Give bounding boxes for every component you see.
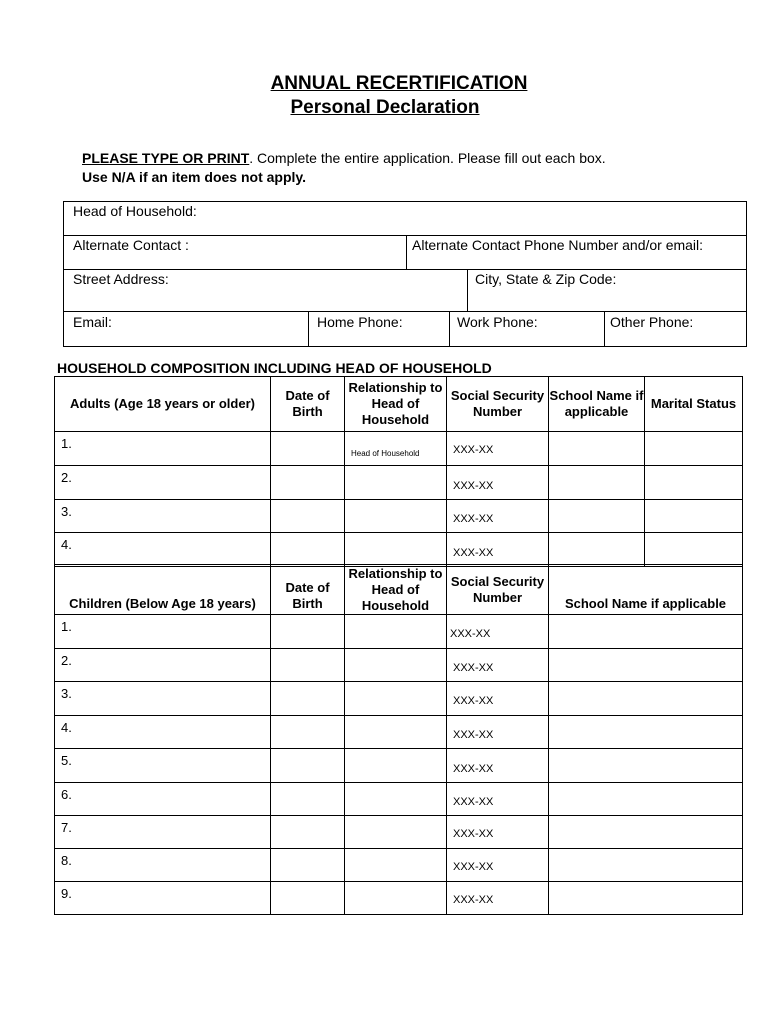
children-header-row	[55, 565, 743, 615]
table-row	[55, 682, 743, 716]
table-row	[55, 849, 743, 882]
row-number: 1.	[61, 436, 72, 451]
row-number: 1.	[61, 619, 72, 634]
ssn-cell[interactable]	[447, 716, 549, 749]
ssn-cell[interactable]	[447, 849, 549, 882]
row-number: 7.	[61, 820, 72, 835]
relationship-cell[interactable]	[345, 749, 447, 783]
row-number: 9.	[61, 886, 72, 901]
child-name-cell[interactable]	[55, 816, 271, 849]
alternate-contact-phone-label: Alternate Contact Phone Number and/or email:	[412, 237, 704, 253]
relationship-column-header: Relationship to Head of Household	[345, 565, 447, 615]
street-address-label: Street Address:	[73, 271, 169, 287]
table-row	[55, 533, 743, 567]
child-name-cell[interactable]	[55, 716, 271, 749]
dob-cell[interactable]	[271, 432, 345, 466]
row-number: 3.	[61, 686, 72, 701]
adult-name-cell[interactable]	[55, 533, 271, 567]
school-cell[interactable]	[549, 682, 743, 716]
school-column-header: School Name if applicable	[549, 377, 645, 432]
ssn-prefix: XXX-XX	[453, 729, 494, 741]
child-name-cell[interactable]	[55, 849, 271, 882]
relationship-cell[interactable]	[345, 882, 447, 915]
form-title: ANNUAL RECERTIFICATION	[270, 73, 528, 94]
school-column-header: School Name if applicable	[549, 565, 743, 615]
table-row	[55, 716, 743, 749]
school-cell[interactable]	[549, 533, 645, 567]
school-cell[interactable]	[549, 816, 743, 849]
ssn-cell[interactable]	[447, 749, 549, 783]
marital-status-cell[interactable]	[645, 533, 743, 567]
form-subtitle: Personal Declaration	[290, 97, 480, 118]
relationship-cell[interactable]	[345, 533, 447, 567]
school-cell[interactable]	[549, 615, 743, 649]
school-cell[interactable]	[549, 649, 743, 682]
school-cell[interactable]	[549, 882, 743, 915]
dob-cell[interactable]	[271, 783, 345, 816]
table-row	[55, 783, 743, 816]
ssn-cell[interactable]	[447, 816, 549, 849]
table-row	[55, 615, 743, 649]
dob-cell[interactable]	[271, 816, 345, 849]
relationship-cell[interactable]	[345, 716, 447, 749]
marital-status-cell[interactable]	[645, 500, 743, 533]
ssn-prefix: XXX-XX	[453, 480, 494, 492]
relationship-cell[interactable]	[345, 682, 447, 716]
instructions-line-1	[82, 150, 606, 166]
ssn-cell[interactable]	[447, 882, 549, 915]
relationship-cell[interactable]	[345, 432, 447, 466]
row-number: 2.	[61, 653, 72, 668]
alternate-contact-label: Alternate Contact :	[73, 237, 189, 253]
child-name-cell[interactable]	[55, 783, 271, 816]
table-row	[55, 466, 743, 500]
adult-name-cell[interactable]	[55, 466, 271, 500]
ssn-prefix: XXX-XX	[453, 828, 494, 840]
household-composition-heading: HOUSEHOLD COMPOSITION INCLUDING HEAD OF HOUSEHOLD	[57, 360, 492, 376]
ssn-prefix: XXX-XX	[453, 695, 494, 707]
dob-cell[interactable]	[271, 716, 345, 749]
table-row	[55, 500, 743, 533]
ssn-column-header: Social Security Number	[447, 565, 549, 615]
instructions-text: . Complete the entire application. Please fill out each box.	[249, 150, 606, 166]
school-cell[interactable]	[549, 783, 743, 816]
row-number: 4.	[61, 720, 72, 735]
relationship-cell[interactable]	[345, 849, 447, 882]
ssn-prefix: XXX-XX	[453, 513, 494, 525]
children-table	[54, 564, 743, 915]
ssn-prefix: XXX-XX	[453, 444, 494, 456]
school-cell[interactable]	[549, 466, 645, 500]
table-row	[55, 649, 743, 682]
instructions-line-2: Use N/A if an item does not apply.	[82, 169, 307, 185]
relationship-cell[interactable]	[345, 649, 447, 682]
dob-cell[interactable]	[271, 533, 345, 567]
dob-cell[interactable]	[271, 466, 345, 500]
ssn-prefix: XXX-XX	[453, 662, 494, 674]
home-phone-label: Home Phone:	[317, 314, 403, 330]
ssn-cell[interactable]	[447, 533, 549, 567]
relationship-cell[interactable]	[345, 466, 447, 500]
dob-cell[interactable]	[271, 849, 345, 882]
work-phone-label: Work Phone:	[457, 314, 538, 330]
ssn-prefix: XXX-XX	[450, 628, 491, 640]
ssn-prefix: XXX-XX	[453, 763, 494, 775]
school-cell[interactable]	[549, 500, 645, 533]
row-number: 5.	[61, 753, 72, 768]
adults-table	[54, 376, 743, 567]
city-state-zip-label: City, State & Zip Code:	[475, 271, 617, 287]
head-of-household-label: Head of Household:	[73, 203, 197, 219]
ssn-cell[interactable]	[447, 615, 549, 649]
dob-cell[interactable]	[271, 749, 345, 783]
school-cell[interactable]	[549, 849, 743, 882]
ssn-cell[interactable]	[447, 783, 549, 816]
ssn-prefix: XXX-XX	[453, 796, 494, 808]
ssn-cell[interactable]	[447, 682, 549, 716]
instructions-emphasis: PLEASE TYPE OR PRINT	[82, 150, 250, 166]
row-number: 8.	[61, 853, 72, 868]
relationship-cell[interactable]	[345, 500, 447, 533]
child-name-cell[interactable]	[55, 682, 271, 716]
dob-cell[interactable]	[271, 500, 345, 533]
child-name-cell[interactable]	[55, 882, 271, 915]
row-number: 4.	[61, 537, 72, 552]
ssn-cell[interactable]	[447, 649, 549, 682]
dob-cell[interactable]	[271, 649, 345, 682]
row-number: 3.	[61, 504, 72, 519]
dob-cell[interactable]	[271, 682, 345, 716]
relationship-cell[interactable]	[345, 816, 447, 849]
dob-column-header: Date of Birth	[271, 565, 345, 615]
table-row	[55, 432, 743, 466]
school-cell[interactable]	[549, 432, 645, 466]
marital-status-column-header: Marital Status	[645, 377, 743, 432]
row-number: 2.	[61, 470, 72, 485]
adults-column-header: Adults (Age 18 years or older)	[55, 377, 271, 432]
adults-header-row	[55, 377, 743, 432]
children-column-header: Children (Below Age 18 years)	[55, 565, 271, 615]
relationship-value: Head of Household	[351, 449, 420, 458]
adult-name-cell[interactable]	[55, 432, 271, 466]
table-row	[55, 749, 743, 783]
ssn-cell[interactable]	[447, 466, 549, 500]
table-row	[55, 882, 743, 915]
email-label: Email:	[73, 314, 112, 330]
dob-cell[interactable]	[271, 882, 345, 915]
ssn-cell[interactable]	[447, 500, 549, 533]
school-cell[interactable]	[549, 749, 743, 783]
adult-name-cell[interactable]	[55, 500, 271, 533]
row-number: 6.	[61, 787, 72, 802]
child-name-cell[interactable]	[55, 615, 271, 649]
school-cell[interactable]	[549, 716, 743, 749]
ssn-prefix: XXX-XX	[453, 894, 494, 906]
ssn-cell[interactable]	[447, 432, 549, 466]
child-name-cell[interactable]	[55, 649, 271, 682]
child-name-cell[interactable]	[55, 749, 271, 783]
ssn-prefix: XXX-XX	[453, 861, 494, 873]
other-phone-label: Other Phone:	[610, 314, 694, 330]
relationship-cell[interactable]	[345, 783, 447, 816]
dob-cell[interactable]	[271, 615, 345, 649]
ssn-column-header: Social Security Number	[447, 377, 549, 432]
relationship-cell[interactable]	[345, 615, 447, 649]
ssn-prefix: XXX-XX	[453, 547, 494, 559]
marital-status-cell[interactable]	[645, 466, 743, 500]
dob-column-header: Date of Birth	[271, 377, 345, 432]
relationship-column-header: Relationship to Head of Household	[345, 377, 447, 432]
marital-status-cell[interactable]	[645, 432, 743, 466]
table-row	[55, 816, 743, 849]
